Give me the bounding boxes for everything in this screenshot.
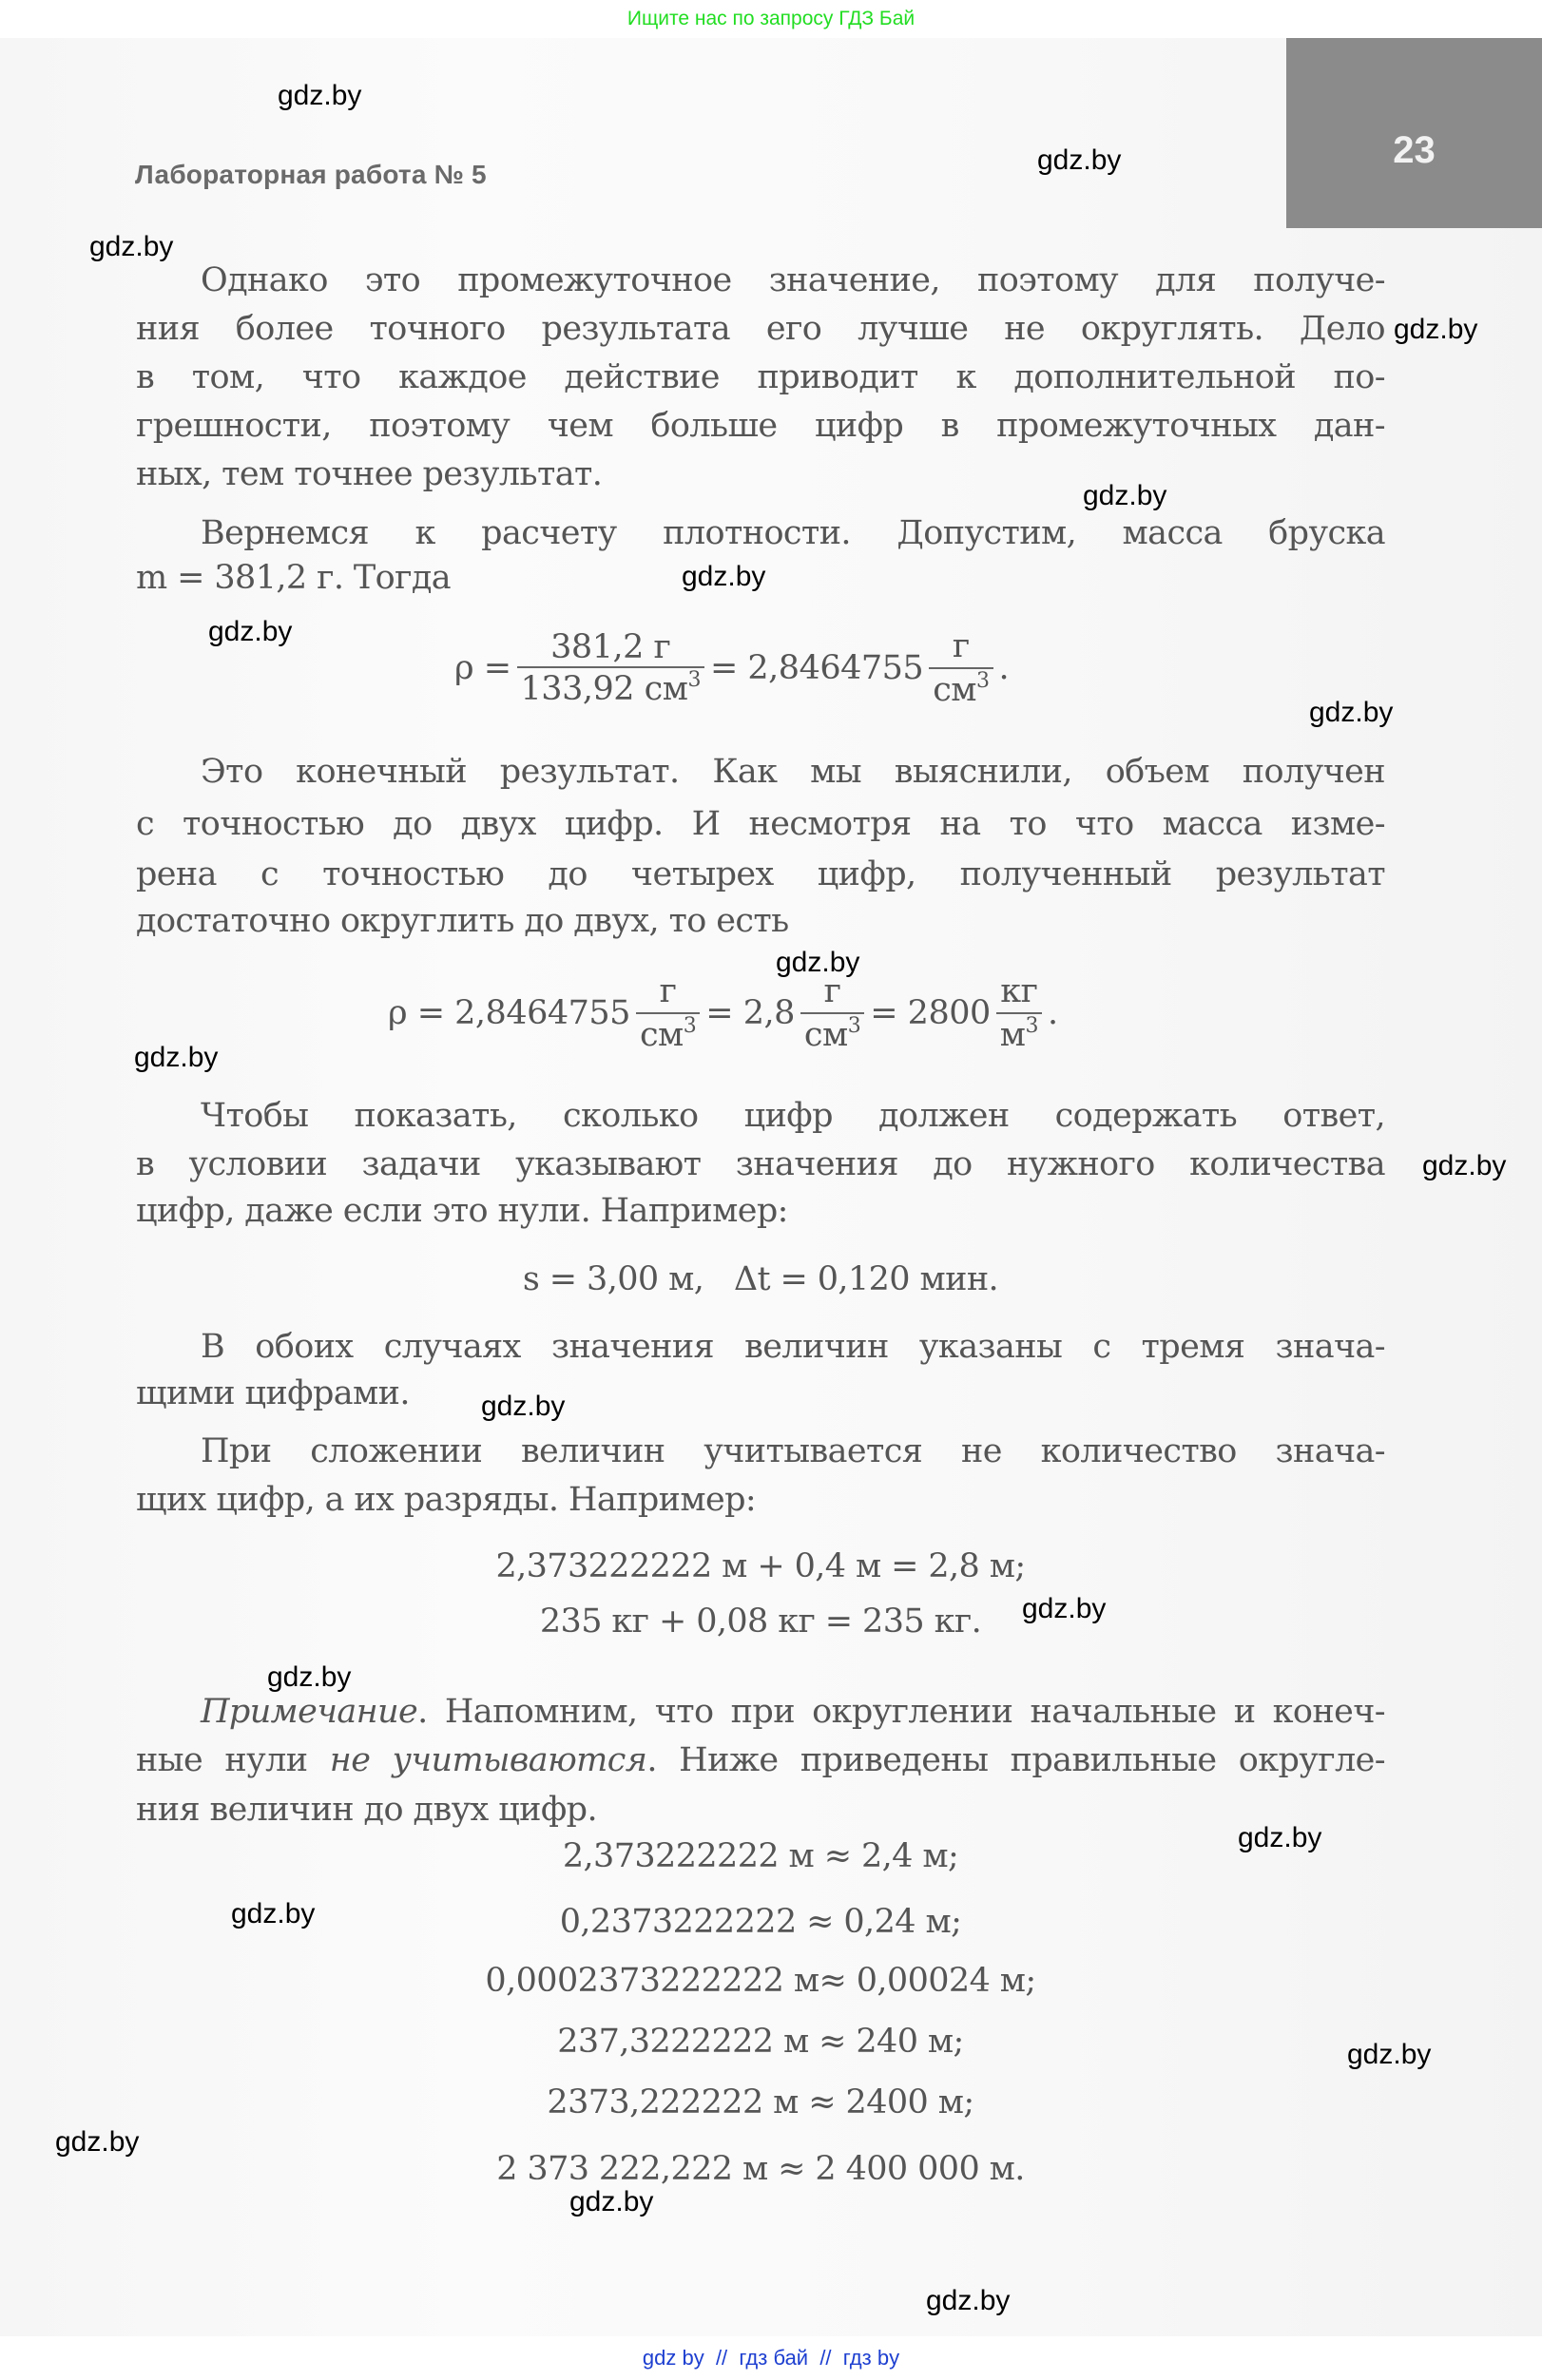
unit-numerator: г (659, 972, 677, 1010)
note-emphasis: не учитываются (329, 1741, 647, 1779)
note-line: ния величин до двух цифр. (136, 1791, 597, 1829)
page-number: 23 (1393, 129, 1436, 171)
unit-fraction (929, 627, 993, 709)
text-line: щими цифрами. (136, 1374, 410, 1412)
watermark: gdz.by (776, 947, 860, 978)
watermark: gdz.by (682, 561, 766, 592)
period: . (1047, 994, 1058, 1032)
denominator (517, 666, 704, 708)
unit-fraction (636, 972, 700, 1054)
text-line: ния более точного результата его лучше не округлять. Дело (136, 310, 1385, 348)
page-number-tab (1286, 38, 1542, 228)
exponent: 3 (687, 668, 701, 692)
watermark: gdz.by (569, 2186, 654, 2217)
watermark: gdz.by (278, 80, 362, 111)
rounding-example: 0,2373222222 ≈ 0,24 м; (559, 1903, 962, 1941)
unit-den-text: см (933, 671, 977, 709)
text-line: в условии задачи указывают значения до нужного количества (136, 1145, 1385, 1183)
denominator-text: 133,92 см (520, 670, 688, 708)
footer-links[interactable]: gdz by // гдз бай // гдз by (642, 2346, 900, 2370)
note-label: Примечание (201, 1693, 418, 1731)
unit-denominator (636, 1012, 700, 1054)
text-line: в том, что каждое действие приводит к дополнительной по- (136, 358, 1385, 396)
watermark: gdz.by (1238, 1822, 1322, 1853)
fraction (517, 628, 704, 708)
unit-fraction (996, 972, 1042, 1054)
rounding-example: 2,373222222 м ≈ 2,4 м; (562, 1837, 959, 1875)
watermark: gdz.by (208, 616, 293, 647)
note-line (136, 1691, 1385, 1733)
formula-si: = 2800 (870, 994, 991, 1032)
top-search-banner: Ищите нас по запросу ГДЗ Бай (626, 8, 916, 29)
unit-denominator (929, 667, 993, 709)
watermark: gdz.by (1083, 480, 1167, 511)
unit-numerator: г (952, 627, 970, 665)
unit-numerator: г (823, 972, 841, 1010)
example-formula: s = 3,00 м, Δt = 0,120 мин. (522, 1260, 999, 1298)
watermark: gdz.by (134, 1042, 219, 1073)
text-line: цифр, даже если это нули. Например: (136, 1192, 788, 1230)
watermark: gdz.by (926, 2285, 1011, 2316)
note-text: . Напомним, что при округлении начальные и конеч- (417, 1693, 1385, 1731)
watermark: gdz.by (1037, 144, 1122, 176)
formula-lhs: ρ = (454, 649, 511, 687)
text-line: Чтобы показать, сколько цифр должен содержать ответ, (201, 1097, 1385, 1135)
exponent: 3 (683, 1014, 697, 1038)
watermark: gdz.by (55, 2126, 140, 2158)
running-header: Лабораторная работа № 5 (135, 160, 487, 189)
watermark: gdz.by (481, 1391, 566, 1422)
rounding-example: 237,3222222 м ≈ 240 м; (557, 2023, 964, 2061)
exponent: 3 (1025, 1014, 1038, 1038)
formula-lhs: ρ = 2,8464755 (388, 994, 630, 1032)
density-formula-2 (388, 972, 1058, 1054)
unit-den-text: м (999, 1016, 1026, 1054)
text-line: рена с точностью до четырех цифр, полученный результат (136, 855, 1385, 893)
watermark: gdz.by (1347, 2039, 1432, 2070)
watermark: gdz.by (1422, 1150, 1507, 1181)
unit-denominator (996, 1012, 1042, 1054)
exponent: 3 (847, 1014, 861, 1038)
watermark: gdz.by (1309, 697, 1394, 728)
unit-den-text: см (803, 1016, 848, 1054)
watermark: gdz.by (1022, 1593, 1107, 1624)
text-line: m = 381,2 г. Тогда (136, 559, 452, 597)
formula-result: = 2,8464755 (709, 649, 924, 687)
unit-den-text: см (639, 1016, 684, 1054)
text-line: В обоих случаях значения величин указаны с тремя знача- (201, 1328, 1385, 1366)
note-text: . Ниже приведены правильные округле- (646, 1741, 1385, 1779)
formula-rounded: = 2,8 (705, 994, 795, 1032)
note-line (136, 1739, 1385, 1781)
text-line: При сложении величин учитывается не количество знача- (201, 1432, 1385, 1470)
text-line: Это конечный результат. Как мы выяснили, объем получен (201, 753, 1385, 791)
numerator: 381,2 г (550, 628, 671, 666)
watermark: gdz.by (89, 231, 174, 262)
text-line: Вернемся к расчету плотности. Допустим, масса бруска (201, 514, 1385, 552)
sum-example-1: 2,373222222 м + 0,4 м = 2,8 м; (495, 1547, 1026, 1585)
rounding-example: 2 373 222,222 м ≈ 2 400 000 м. (496, 2150, 1025, 2188)
text-line: Однако это промежуточное значение, поэтому для получе- (201, 261, 1385, 299)
unit-numerator: кг (1000, 972, 1038, 1010)
text-line: достаточно округлить до двух, то есть (136, 902, 789, 940)
sum-example-2: 235 кг + 0,08 кг = 235 кг. (539, 1603, 982, 1641)
unit-fraction (800, 972, 864, 1054)
rounding-example: 0,0002373222222 м≈ 0,00024 м; (485, 1962, 1036, 2000)
watermark: gdz.by (1394, 314, 1478, 345)
rounding-example: 2373,222222 м ≈ 2400 м; (547, 2083, 974, 2121)
density-formula-1 (454, 627, 1009, 709)
text-line: щих цифр, а их разряды. Например: (136, 1481, 757, 1519)
watermark: gdz.by (231, 1898, 316, 1929)
period: . (998, 649, 1010, 687)
text-line: грешности, поэтому чем больше цифр в промежуточных дан- (136, 407, 1385, 445)
unit-denominator (800, 1012, 864, 1054)
exponent: 3 (976, 669, 990, 693)
watermark: gdz.by (267, 1661, 352, 1693)
note-text: ные нули (136, 1741, 330, 1779)
text-line: с точностью до двух цифр. И несмотря на то что масса изме- (136, 805, 1385, 843)
text-line: ных, тем точнее результат. (136, 455, 603, 493)
